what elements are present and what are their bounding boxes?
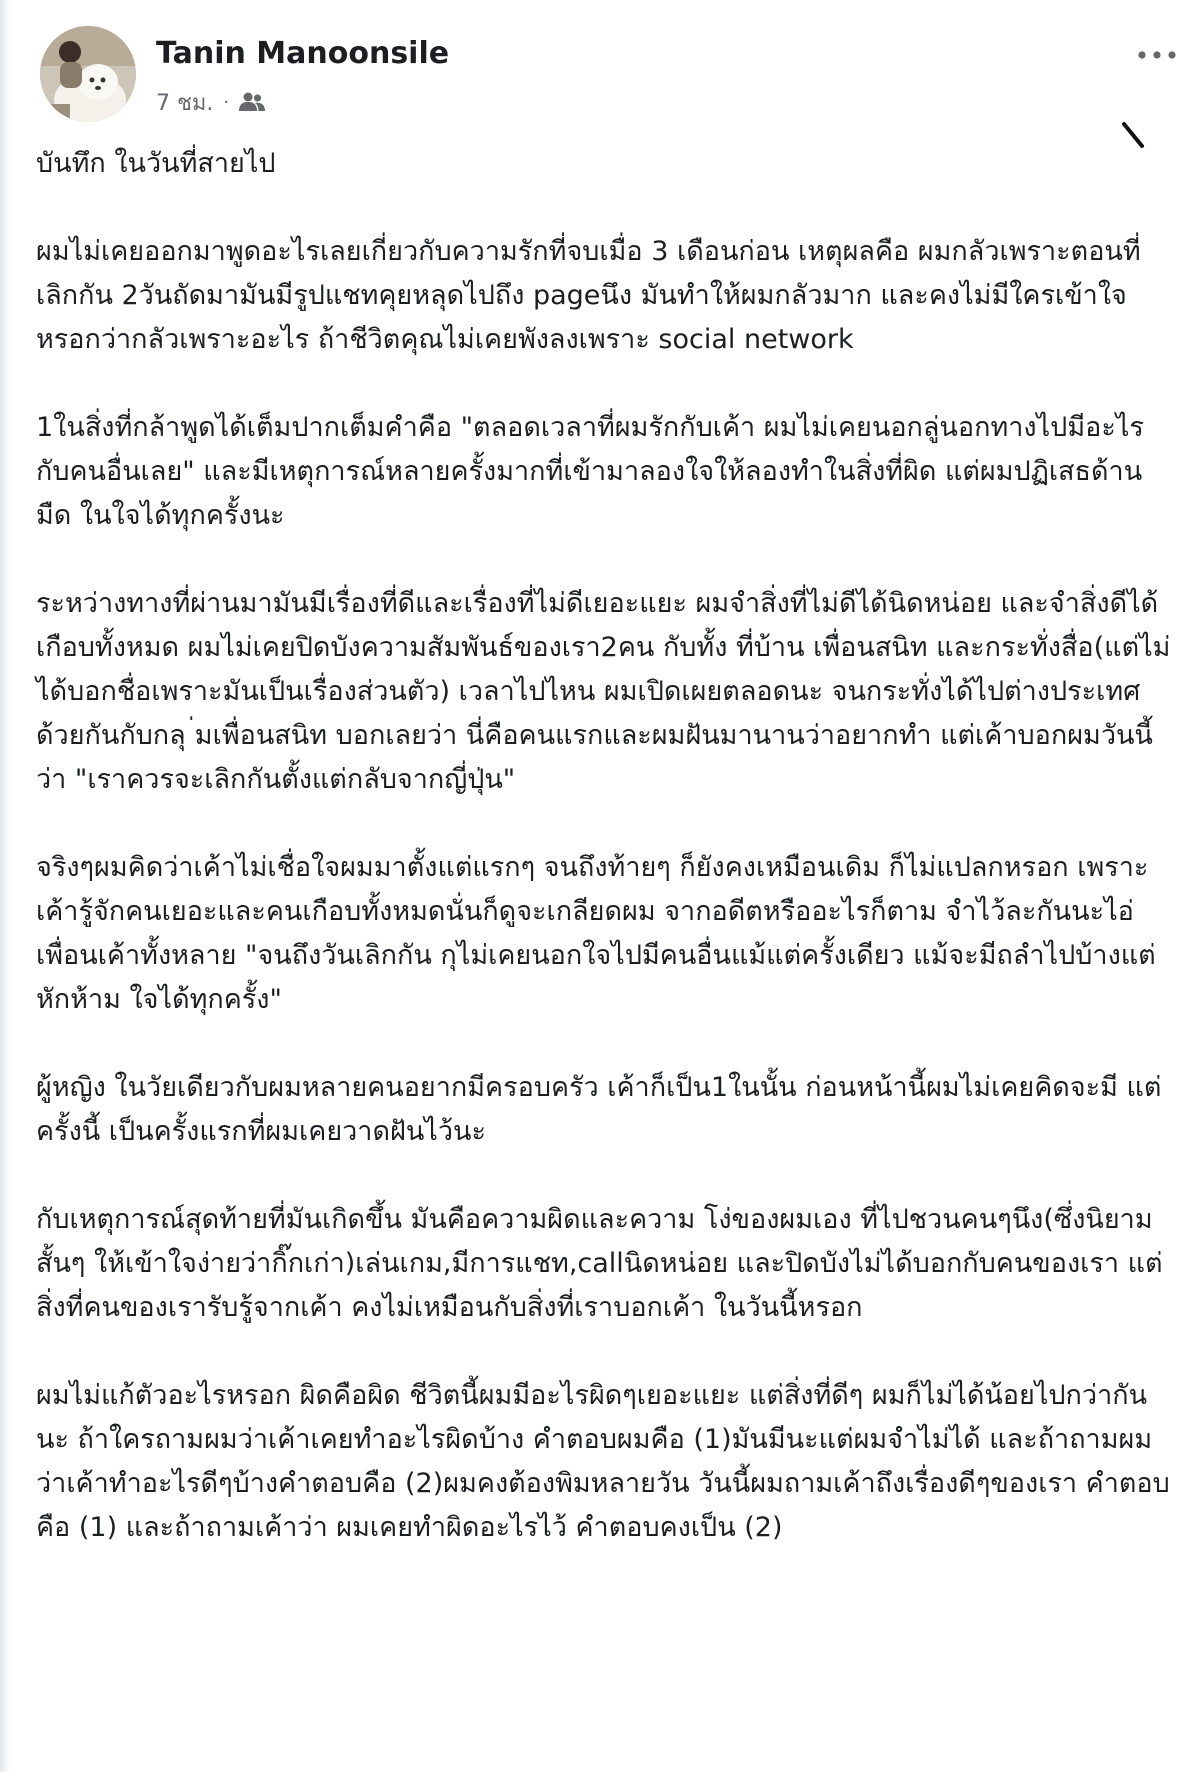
post-paragraph: จริงๆผมคิดว่าเค้าไม่เชื่อใจผมมาตั้งแต่แรกๆ จนถึงท้ายๆ ก็ยังคงเหมือนเดิม ก็ไม่แปลกหรอก เพราะเค้ารู้จักคนเยอะและคนเกือบทั้งหมดนั่นก็ดูจะเกลียดผม จากอดีตหรืออะไรก็ตาม จำไว้ละกันนะไอ่เพื่อนเค้าทั้งหลาย "จนถึงวันเลิกกัน กุไม่เคยนอกใจไปมีคนอื่นแม้แต่ครั้งเดียว แม้จะมีถลำไปบ้างแต่หักห้าม ใจได้ทุกครั้ง" (36, 852, 1156, 1015)
avatar-photo (40, 26, 136, 122)
meta-separator: · (223, 91, 230, 113)
author-name[interactable]: Tanin Manoonsile (156, 36, 450, 71)
friends-icon[interactable] (239, 91, 265, 113)
post-time[interactable]: 7 ชม. (156, 90, 214, 116)
avatar[interactable] (40, 26, 136, 122)
post-meta (156, 86, 265, 118)
post-title: บันทึก ในวันที่สายไป (36, 148, 276, 179)
more-horizontal-icon (1137, 50, 1177, 60)
post-paragraph: ผมไม่เคยออกมาพูดอะไรเลยเกี่ยวกับความรักที่จบเมื่อ 3 เดือนก่อน เหตุผลคือ ผมกลัวเพราะตอนที่เลิกกัน 2วันถัดมามันมีรูปแชทคุยหลุดไปถึง pageนึง มันทำให้ผมกลัวมาก และคงไม่มีใครเข้าใจหรอกว่ากลัวเพราะอะไร ถ้าชีวิตคุณไม่เคยพังลงเพราะ social network (36, 236, 1141, 355)
post-paragraph: ผู้หญิง ในวัยเดียวกับผมหลายคนอยากมีครอบครัว เค้าก็เป็น1ในนั้น ก่อนหน้านี้ผมไม่เคยคิดจะมี แต่ครั้งนี้ เป็นครั้งแรกที่ผมเคยวาดฝันไว้นะ (36, 1072, 1162, 1147)
left-edge-shadow (0, 0, 10, 1772)
post-header (40, 26, 1180, 136)
more-options-button[interactable] (1134, 40, 1180, 70)
post-paragraph: 1ในสิ่งที่กล้าพูดได้เต็มปากเต็มคำคือ "ตลอดเวลาที่ผมรักกับเค้า ผมไม่เคยนอกลู่นอกทางไปมีอะไรกับคนอื่นเลย" และมีเหตุการณ์หลายครั้งมากที่เข้ามาลองใจให้ลองทำในสิ่งที่ผิด แต่ผมปฏิเสธด้านมืด ในใจได้ทุกครั้งนะ (36, 412, 1144, 531)
post-text (36, 142, 1176, 1550)
post-paragraph: ระหว่างทางที่ผ่านมามันมีเรื่องที่ดีและเรื่องที่ไม่ดีเยอะแยะ ผมจำสิ่งที่ไม่ดีได้นิดหน่อย และจำสิ่งดีได้เกือบทั้งหมด ผมไม่เคยปิดบังความสัมพันธ์ของเรา2คน กับทั้ง ที่บ้าน เพื่อนสนิท และกระทั่งสื่อ(แต่ไม่ได้บอกชื่อเพราะมันเป็นเรื่องส่วนตัว) เวลาไปไหน ผมเปิดเผยตลอดนะ จนกระทั่งได้ไปต่างประเทศด้วยกันกับกลุ ่มเพื่อนสนิท บอกเลยว่า นี่คือคนแรกและผมฝันมานานว่าอยากทำ แต่เค้าบอกผมวันนี้ว่า "เราควรจะเลิกกันตั้งแต่กลับจากญี่ปุ่น" (36, 588, 1171, 795)
post-paragraph: กับเหตุการณ์สุดท้ายที่มันเกิดขึ้น มันคือความผิดและความ โง่ของผมเอง ที่ไปชวนคนๆนึง(ซึ่งนิยามสั้นๆ ให้เข้าใจง่ายว่ากิ๊กเก่า)เล่นเกม,มีการแชท,callนิดหน่อย และปิดบังไม่ได้บอกกับคนของเรา แต่สิ่งที่คนของเรารับรู้จากเค้า คงไม่เหมือนกับสิ่งที่เราบอกเค้า ในวันนี้หรอก (36, 1204, 1163, 1323)
post-paragraph: ผมไม่แก้ตัวอะไรหรอก ผิดคือผิด ชีวิตนี้ผมมีอะไรผิดๆเยอะแยะ แต่สิ่งที่ดีๆ ผมก็ไม่ได้น้อยไปกว่ากันนะ ถ้าใครถามผมว่าเค้าเคยทำอะไรผิดบ้าง คำตอบผมคือ (1)มันมีนะแต่ผมจำไม่ได้ และถ้าถามผมว่าเค้าทำอะไรดีๆบ้างคำตอบคือ (2)ผมคงต้องพิมหลายวัน วันนี้ผมถามเค้าถึงเรื่องดีๆของเรา คำตอบคือ (1) และถ้าถามเค้าว่า ผมเคยทำผิดอะไรไว้ คำตอบคงเป็น (2) (36, 1380, 1170, 1543)
